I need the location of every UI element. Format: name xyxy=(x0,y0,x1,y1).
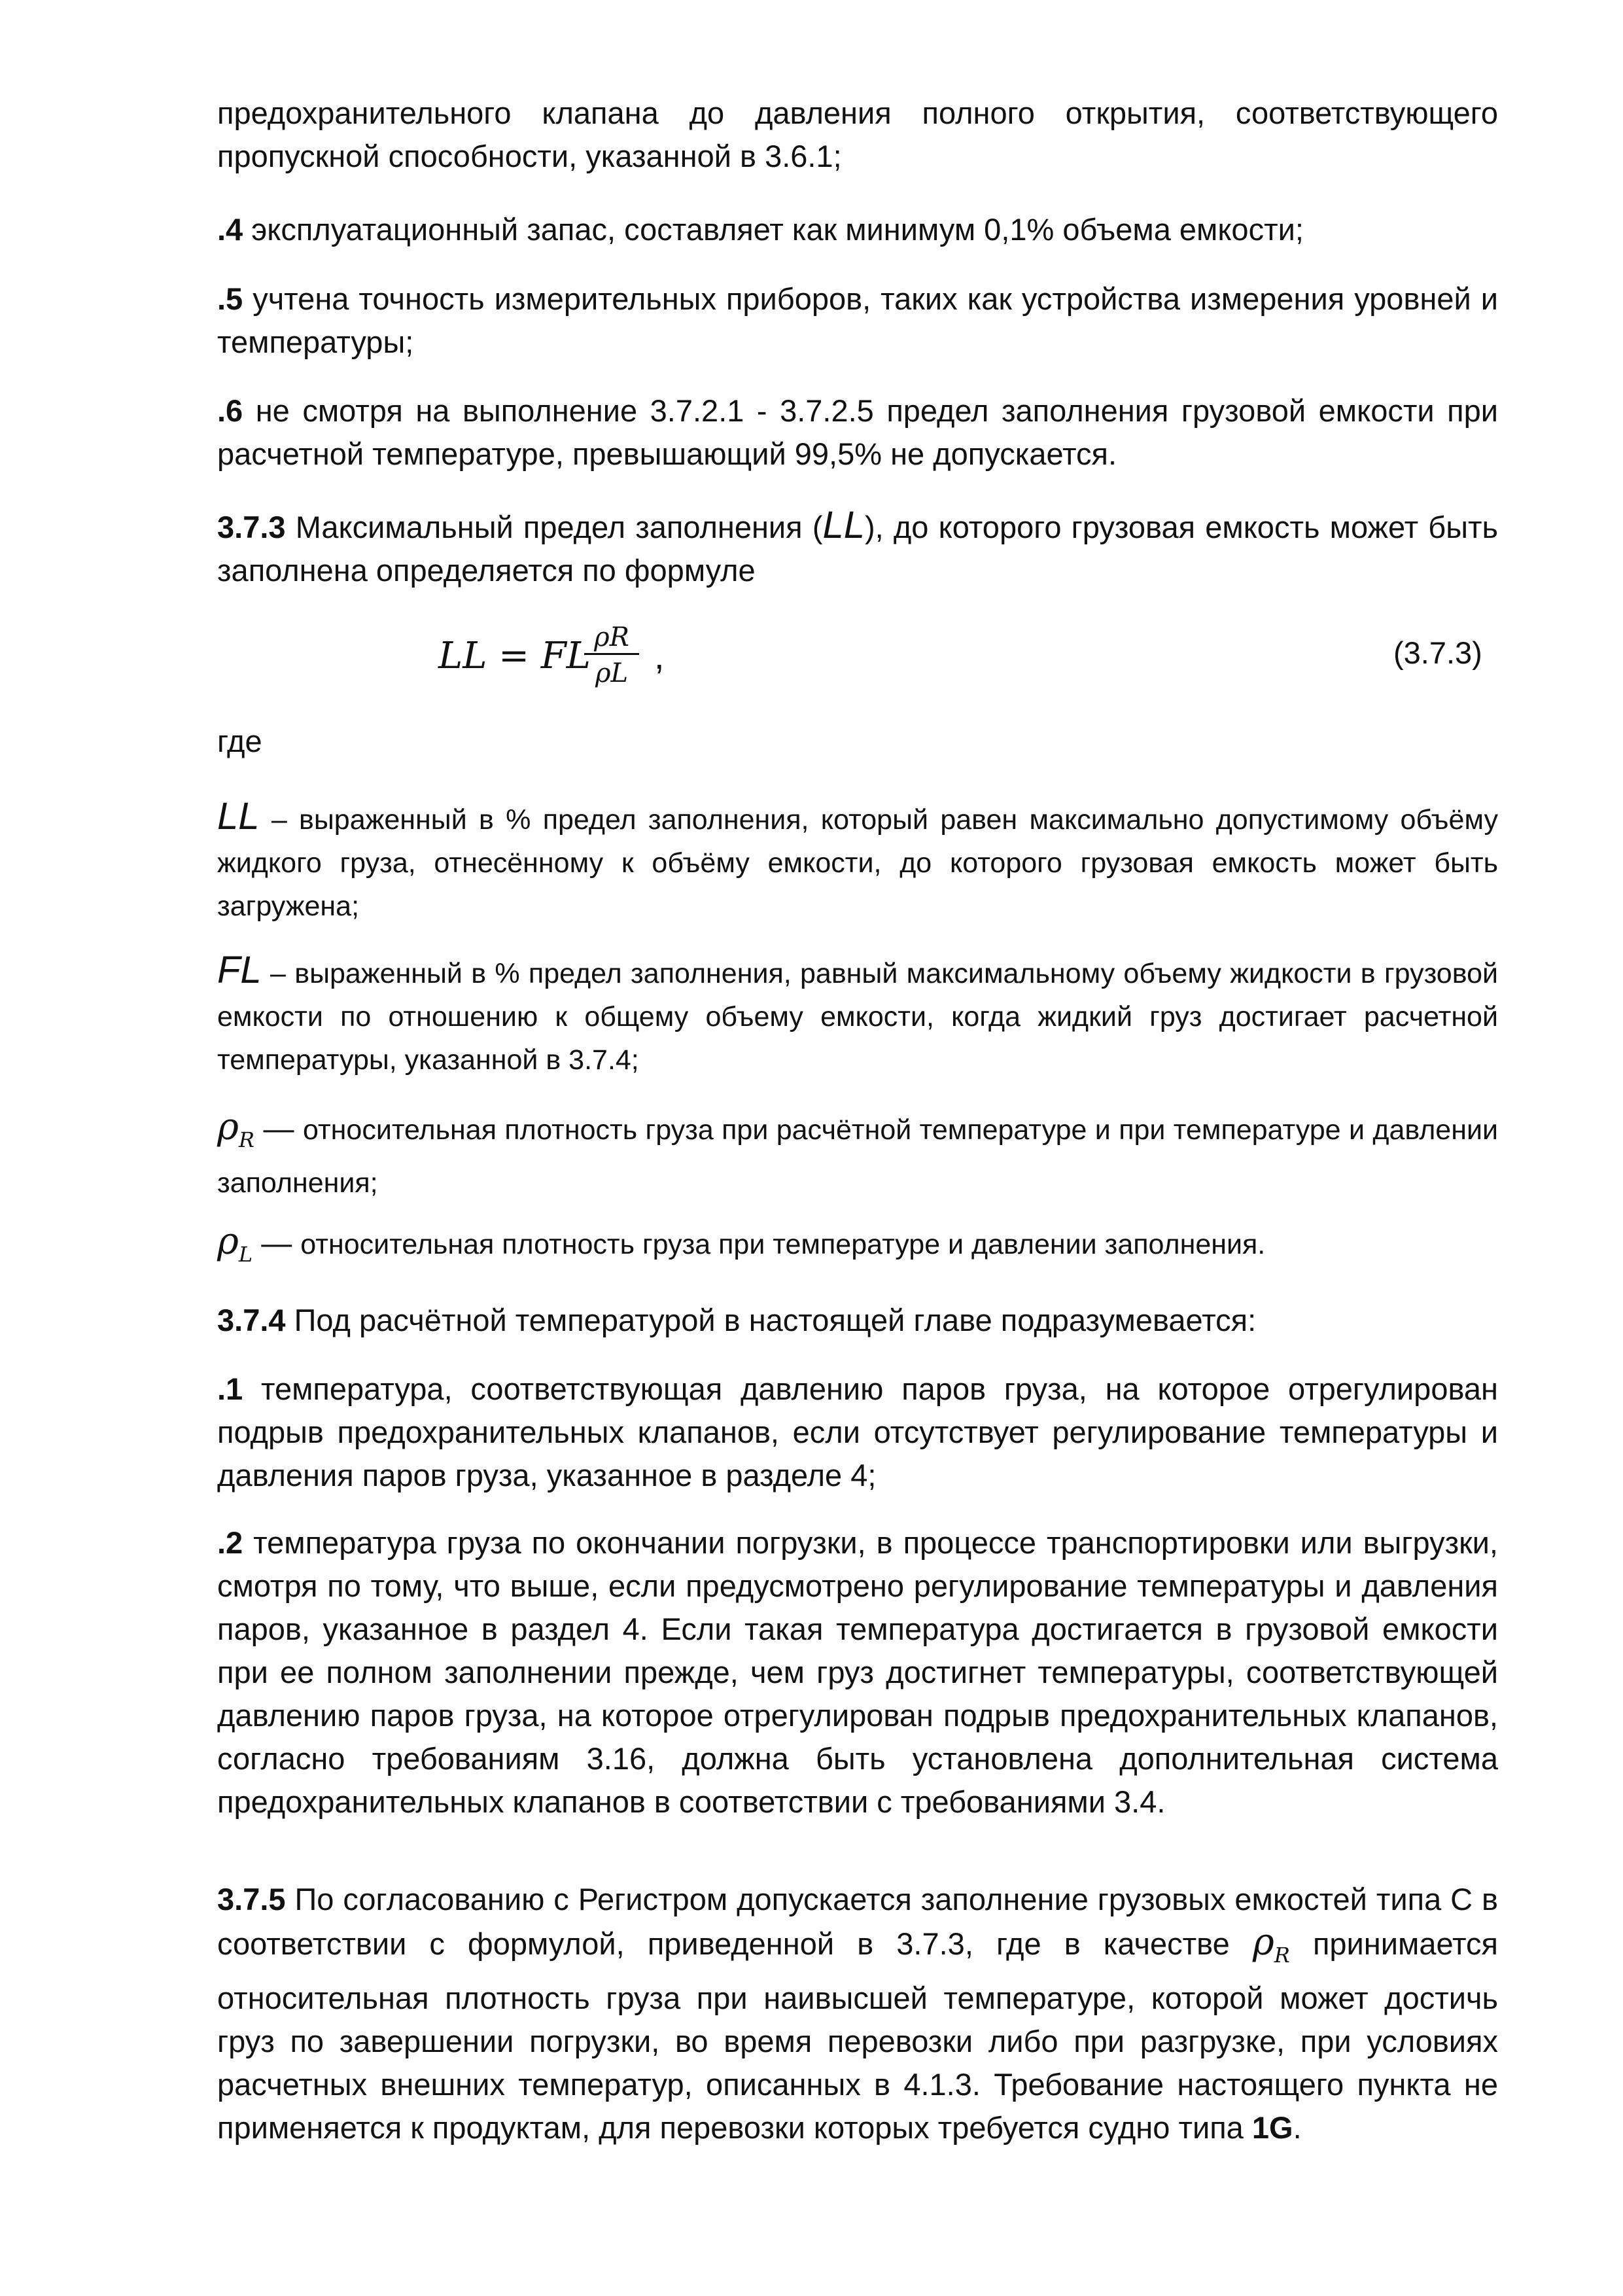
section-375 xyxy=(217,1878,1498,2149)
definition-dash: – xyxy=(261,958,295,989)
fl-symbol: FL xyxy=(217,949,262,991)
item-text: температура груза по окончании погрузки, в процессе транспортировки или выгрузки, смотря по тому, что выше, если предусмотрено регулирование температуры и давления паров, указанное в раздел 4. Если такая температура достигается в грузовой емкости при ее полном заполнении прежде, чем груз достигнет температуры, соответствующей давлению паров груза, на которое отрегулирован подрыв предохранительных клапанов, согласно требованиям 3.16, должна быть установлена дополнительная система предохранительных клапанов в соответствии с требованиями 3.4. xyxy=(217,1525,1498,1819)
item-6 xyxy=(217,389,1498,476)
formula-lhs: LL = FL xyxy=(438,635,591,677)
definition-text: выраженный в % предел заполнения, равный максимальному объему жидкости в грузовой емкости по отношению к общему объему емкости, когда жидкий груз достигает расчетной температуры, указанной в 3.7.4; xyxy=(217,958,1499,1076)
section-text: ), до которого грузовая емкость может быть заполнена определяется по формуле xyxy=(217,510,1498,588)
rho-l-symbol xyxy=(217,1220,253,1267)
section-text: принимается относительная плотность груза при наивысшей температуре, которой может достичь груз по завершении погрузки, во время перевозки либо при разгрузке, при условиях расчетных внешних температур, описанных в 4.1.3. Требование настоящего пункта не применяется к продуктам, для перевозки которых требуется судно типа xyxy=(217,1926,1498,2146)
item-number: .5 xyxy=(217,281,243,316)
item-number: .1 xyxy=(217,1371,243,1406)
section-text: Максимальный предел заполнения ( xyxy=(285,510,823,544)
definition-text: относительная плотность груза при расчётной температуре и при температуре и давлении заполнения; xyxy=(217,1114,1499,1199)
rho-subscript: R xyxy=(238,1127,255,1153)
item-text: эксплуатационный запас, составляет как минимум 0,1% объема емкости; xyxy=(243,212,1304,247)
section-number: 3.7.5 xyxy=(217,1882,286,1916)
section-374 xyxy=(217,1299,1498,1342)
definition-ll xyxy=(217,795,1498,928)
formula-comma: , xyxy=(654,635,665,677)
rho-letter: ρ xyxy=(217,1220,239,1263)
item-374-1 xyxy=(217,1368,1498,1497)
section-373 xyxy=(217,504,1498,592)
definition-dash: — xyxy=(253,1226,301,1260)
item-number: .6 xyxy=(217,393,243,428)
rho-letter: ρ xyxy=(217,1106,239,1148)
definition-rho-l xyxy=(217,1220,1498,1276)
equation-number: (3.7.3) xyxy=(1393,635,1482,670)
definition-rho-r xyxy=(217,1106,1498,1205)
formula-fraction xyxy=(579,622,644,692)
definition-fl xyxy=(217,949,1498,1082)
item-5 xyxy=(217,277,1498,364)
ship-type: 1G xyxy=(1251,2110,1293,2146)
item-number: .2 xyxy=(217,1525,243,1560)
item-text: не смотря на выполнение 3.7.2.1 - 3.7.2.5 предел заполнения грузовой емкости при расчетной температуре, превышающий 99,5% не допускается. xyxy=(217,393,1498,471)
definition-text: относительная плотность груза при температуре и давлении заполнения. xyxy=(300,1229,1266,1260)
definition-dash: — xyxy=(254,1111,303,1146)
fraction-denominator: ρL xyxy=(595,658,629,688)
rho-subscript: L xyxy=(238,1242,253,1267)
section-text: По согласованию с Регистром допускается заполнение грузовых емкостей типа С в соответствии с формулой, приведенной в 3.7.3, где в качестве xyxy=(217,1882,1498,1961)
definition-dash: – xyxy=(259,804,300,836)
rho-letter: ρ xyxy=(1252,1921,1274,1964)
item-374-2 xyxy=(217,1521,1498,1824)
paragraph-continuation xyxy=(217,92,1498,178)
item-4 xyxy=(217,208,1498,251)
fraction-numerator: ρR xyxy=(594,622,629,652)
rho-r-symbol xyxy=(1252,1921,1290,1968)
section-text: Под расчётной температурой в настоящей главе подразумевается: xyxy=(285,1303,1257,1337)
section-text: . xyxy=(1293,2110,1302,2146)
item-text: температура, соответствующая давлению паров груза, на которое отрегулирован подрыв предохранительных клапанов, если отсутствует регулирование температуры и давления паров груза, указанное в разделе 4; xyxy=(217,1371,1498,1492)
definition-text: выраженный в % предел заполнения, который равен максимально допустимому объёму жидкого груза, отнесённому к объёму емкости, до которого грузовая емкость может быть загружена; xyxy=(217,804,1499,922)
ll-symbol: LL xyxy=(822,504,865,546)
formula-3-7-3 xyxy=(438,622,962,713)
paragraph-text: предохранительного клапана до давления полного открытия, соответствующего пропускной способности, указанной в 3.6.1; xyxy=(217,96,1498,173)
where-label: где xyxy=(217,724,262,758)
ll-symbol: LL xyxy=(217,795,260,838)
section-number: 3.7.3 xyxy=(217,510,286,544)
item-text: учтена точность измерительных приборов, таких как устройства измерения уровней и температуры; xyxy=(217,281,1498,359)
rho-subscript: R xyxy=(1274,1943,1290,1968)
item-number: .4 xyxy=(217,212,243,247)
rho-r-symbol xyxy=(217,1106,255,1153)
section-number: 3.7.4 xyxy=(217,1303,286,1337)
